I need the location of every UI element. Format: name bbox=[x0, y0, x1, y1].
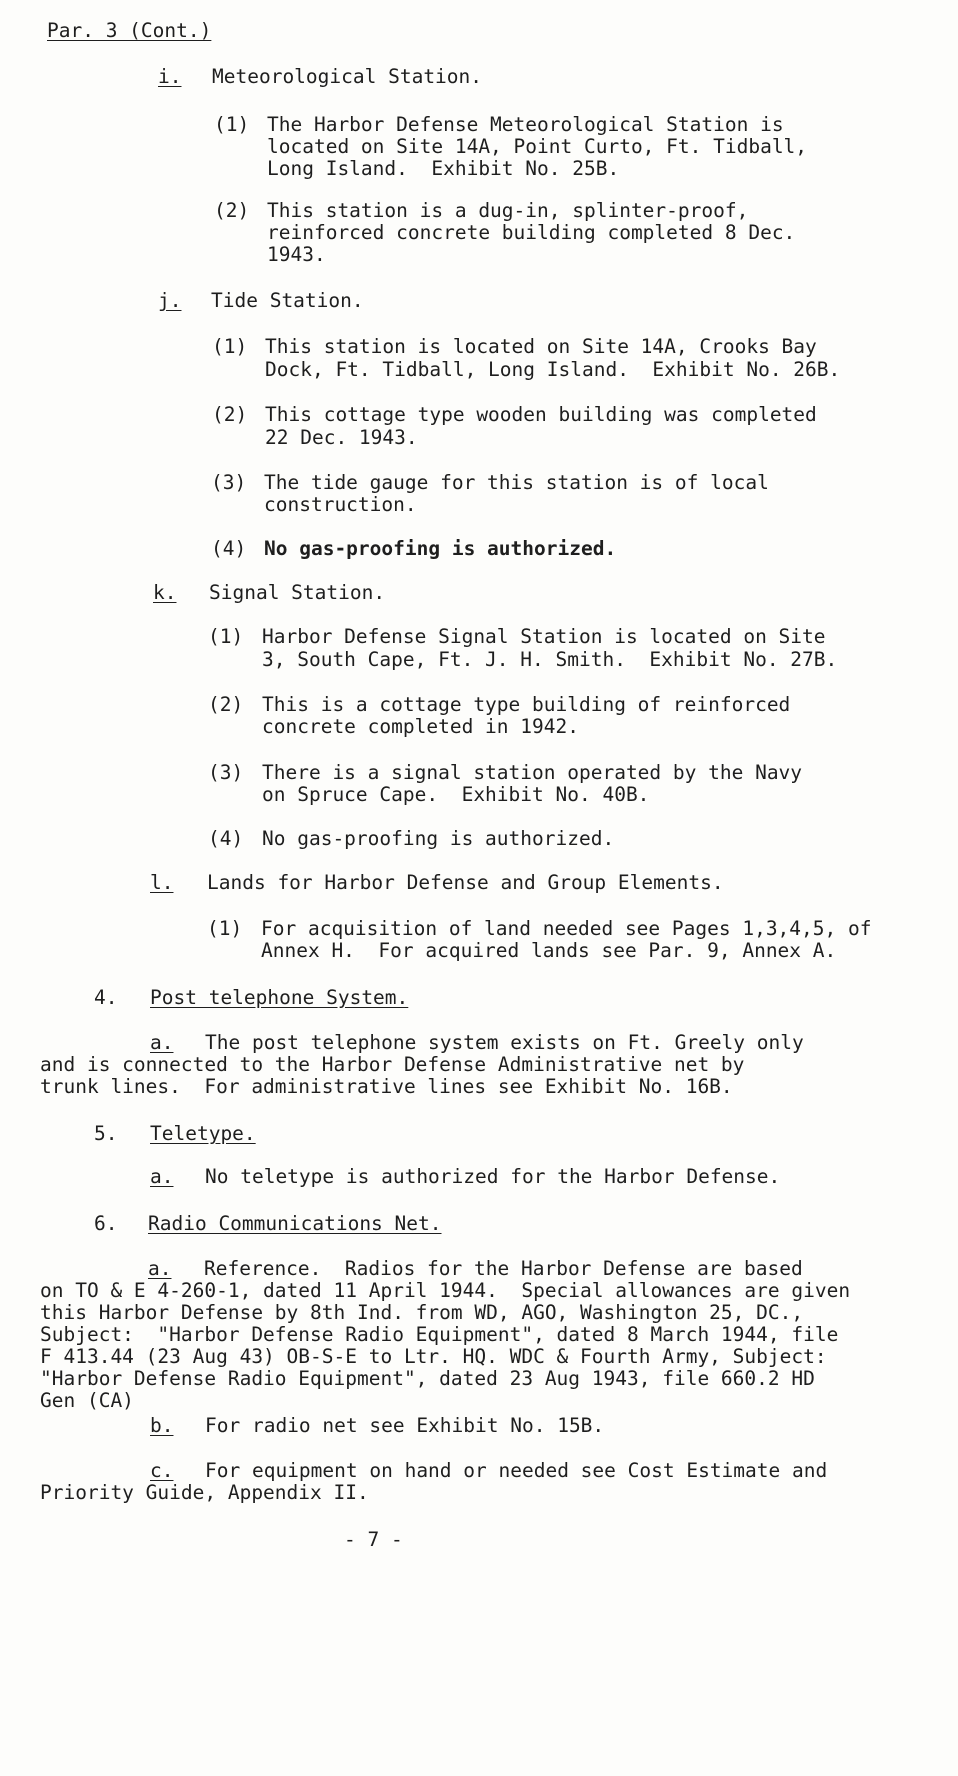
section-6-a-line-5: F 413.44 (23 Aug 43) OB-S-E to Ltr. HQ. WDC & Fourth Army, Subject: bbox=[40, 1345, 827, 1368]
section-5-a-label: a. bbox=[150, 1165, 174, 1188]
item-j-2-line-2: 22 Dec. 1943. bbox=[265, 426, 418, 449]
section-6-c-line-1: For equipment on hand or needed see Cost Estimate and bbox=[205, 1459, 828, 1482]
section-4-a-label: a. bbox=[150, 1031, 174, 1054]
item-j-4-line-1: No gas-proofing is authorized. bbox=[264, 537, 617, 560]
item-k-1-line-1: Harbor Defense Signal Station is located on Site bbox=[262, 625, 826, 648]
section-6-a-label: a. bbox=[148, 1257, 172, 1280]
section-6-c-label: c. bbox=[150, 1459, 174, 1482]
section-4-a-line-3: trunk lines. For administrative lines see Exhibit No. 16B. bbox=[40, 1075, 733, 1098]
item-k-2-num: (2) bbox=[208, 693, 244, 716]
section-5-a-text: No teletype is authorized for the Harbor Defense. bbox=[205, 1165, 781, 1188]
item-k-4-num: (4) bbox=[208, 827, 244, 850]
section-6-a-line-4: Subject: "Harbor Defense Radio Equipment", dated 8 March 1944, file bbox=[40, 1323, 839, 1346]
subsection-k-label: k. bbox=[153, 581, 177, 604]
section-4-title: Post telephone System. bbox=[150, 986, 409, 1009]
item-i-2-num: (2) bbox=[214, 199, 250, 222]
item-k-2-line-1: This is a cottage type building of reinforced bbox=[262, 693, 791, 716]
section-6-b-text: For radio net see Exhibit No. 15B. bbox=[205, 1414, 605, 1437]
item-k-1-line-2: 3, South Cape, Ft. J. H. Smith. Exhibit No. 27B. bbox=[262, 648, 838, 671]
subsection-l-title: Lands for Harbor Defense and Group Elements. bbox=[207, 871, 724, 894]
section-6-title: Radio Communications Net. bbox=[148, 1212, 442, 1235]
item-i-1-num: (1) bbox=[214, 113, 250, 136]
item-l-1-line-2: Annex H. For acquired lands see Par. 9, Annex A. bbox=[261, 939, 837, 962]
item-i-1-line-1: The Harbor Defense Meteorological Station is bbox=[267, 113, 784, 136]
item-j-2-num: (2) bbox=[212, 403, 248, 426]
section-4-a-line-1: The post telephone system exists on Ft. Greely only bbox=[205, 1031, 804, 1054]
item-i-1-line-3: Long Island. Exhibit No. 25B. bbox=[267, 157, 620, 180]
item-k-2-line-2: concrete completed in 1942. bbox=[262, 715, 579, 738]
item-l-1-num: (1) bbox=[207, 917, 243, 940]
section-6-a-line-6: "Harbor Defense Radio Equipment", dated 23 Aug 1943, file 660.2 HD bbox=[40, 1367, 815, 1390]
section-6-number: 6. bbox=[94, 1212, 118, 1235]
section-6-c-line-2: Priority Guide, Appendix II. bbox=[40, 1481, 369, 1504]
item-i-1-line-2: located on Site 14A, Point Curto, Ft. Tidball, bbox=[267, 135, 808, 158]
section-6-a-line-3: this Harbor Defense by 8th Ind. from WD, AGO, Washington 25, DC., bbox=[40, 1301, 804, 1324]
section-6-a-line-2: on TO & E 4-260-1, dated 11 April 1944. Special allowances are given bbox=[40, 1279, 851, 1302]
item-j-3-line-2: construction. bbox=[264, 493, 417, 516]
item-i-2-line-2: reinforced concrete building completed 8 Dec. bbox=[267, 221, 796, 244]
item-k-1-num: (1) bbox=[208, 625, 244, 648]
subsection-j-label: j. bbox=[158, 289, 182, 312]
subsection-i-label: i. bbox=[158, 65, 182, 88]
item-i-2-line-1: This station is a dug-in, splinter-proof, bbox=[267, 199, 749, 222]
section-6-b-label: b. bbox=[150, 1414, 174, 1437]
subsection-l-label: l. bbox=[150, 871, 174, 894]
item-j-1-num: (1) bbox=[212, 335, 248, 358]
item-j-2-line-1: This cottage type wooden building was completed bbox=[265, 403, 817, 426]
item-j-1-line-2: Dock, Ft. Tidball, Long Island. Exhibit No. 26B. bbox=[265, 358, 841, 381]
page-number: - 7 - bbox=[344, 1528, 403, 1551]
subsection-j-title: Tide Station. bbox=[211, 289, 364, 312]
item-l-1-line-1: For acquisition of land needed see Pages 1,3,4,5, of bbox=[261, 917, 872, 940]
item-j-3-num: (3) bbox=[211, 471, 247, 494]
subsection-k-title: Signal Station. bbox=[209, 581, 386, 604]
subsection-i-title: Meteorological Station. bbox=[212, 65, 483, 88]
section-5-title: Teletype. bbox=[150, 1122, 256, 1145]
page-header: Par. 3 (Cont.) bbox=[47, 19, 212, 42]
item-k-3-line-1: There is a signal station operated by the Navy bbox=[262, 761, 803, 784]
section-6-a-line-7: Gen (CA) bbox=[40, 1389, 134, 1412]
item-k-3-line-2: on Spruce Cape. Exhibit No. 40B. bbox=[262, 783, 650, 806]
section-4-number: 4. bbox=[94, 986, 118, 1009]
item-j-4-num: (4) bbox=[211, 537, 247, 560]
item-k-3-num: (3) bbox=[208, 761, 244, 784]
item-j-3-line-1: The tide gauge for this station is of local bbox=[264, 471, 769, 494]
section-4-a-line-2: and is connected to the Harbor Defense Administrative net by bbox=[40, 1053, 745, 1076]
section-5-number: 5. bbox=[94, 1122, 118, 1145]
item-k-4-line-1: No gas-proofing is authorized. bbox=[262, 827, 615, 850]
item-j-1-line-1: This station is located on Site 14A, Crooks Bay bbox=[265, 335, 817, 358]
section-6-a-line-1: Reference. Radios for the Harbor Defense are based bbox=[204, 1257, 803, 1280]
item-i-2-line-3: 1943. bbox=[267, 243, 326, 266]
